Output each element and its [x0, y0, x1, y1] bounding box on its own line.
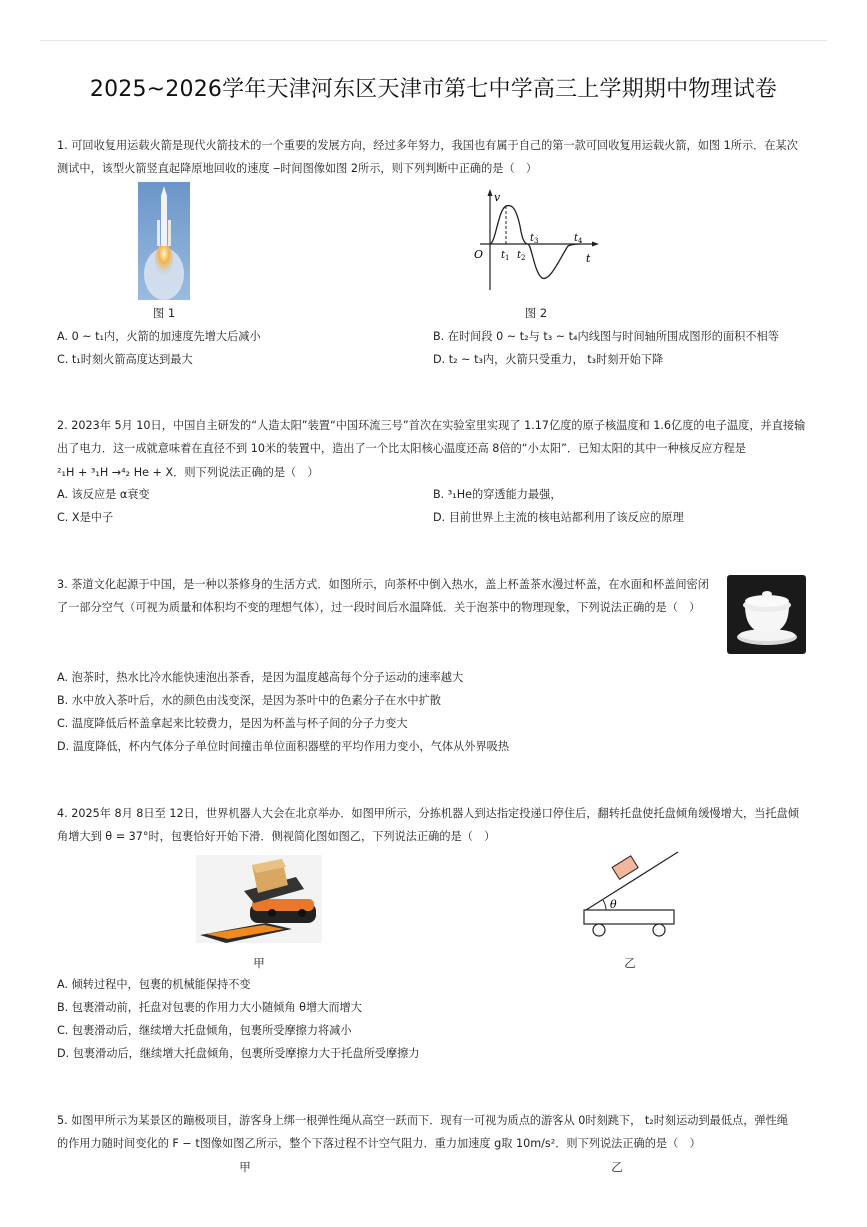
velocity-time-graph: [468, 186, 604, 296]
q5-text-line1: 5. 如图甲所示为某景区的蹦极项目，游客身上绑一根弹性绳从高空一跃而下．现有一可视为质点的游客从 0时刻跳下， t₂时刻运动到最低点，弹性绳: [57, 1114, 788, 1127]
q3-option-b[interactable]: B. 水中放入茶叶后，水的颜色由浅变深，是因为茶叶中的色素分子在水中扩散: [57, 694, 441, 707]
q4-option-d[interactable]: D. 包裹滑动后，继续增大托盘倾角，包裹所受摩擦力大于托盘所受摩擦力: [57, 1047, 420, 1060]
teacup-photo: [727, 575, 806, 654]
q5-fig-jia-caption: 甲: [239, 1160, 251, 1174]
q3-option-d[interactable]: D. 温度降低，杯内气体分子单位时间撞击单位面积器壁的平均作用力变小，气体从外界吸热: [57, 740, 510, 753]
q5-fig-yi-caption: 乙: [611, 1160, 623, 1174]
fig2-caption: 图 2: [524, 306, 548, 320]
q4-fig-jia-caption: 甲: [253, 956, 265, 970]
t4-label: $t_4$: [574, 233, 583, 245]
q2-text: 2. 2023年 5月 10日，中国自主研发的“人造太阳”装置“中国环流三号”首次在实验室里实现了 1.17亿度的原子核温度和 1.6亿度的电子温度，并直接输出了电力．这一成就意味着在直径不到 10米的装置中，造出了一个比太阳核心温度还高 8倍的“小太阳”．已知太阳的其中一种核反应方程是: [57, 419, 806, 455]
q4-option-b[interactable]: B. 包裹滑动前，托盘对包裹的作用力大小随倾角 θ增大而增大: [57, 1001, 362, 1014]
q1-option-d[interactable]: D. t₂ ~ t₃内，火箭只受重力， t₃时刻开始下降: [433, 353, 664, 366]
incline-diagram: [580, 850, 684, 940]
q2-option-b[interactable]: B. ³₁He的穿透能力最强，: [433, 488, 562, 501]
top-divider: [40, 40, 827, 41]
q3-text: 3. 茶道文化起源于中国，是一种以茶修身的生活方式．如图所示，向茶杯中倒入热水，盖上杯盖茶水漫过杯盖，在水面和杯盖间密闭了一部分空气（可视为质量和体积均不变的理想气体），过一段时间后水温降低．关于泡茶中的物理现象，下列说法正确的是（ ）: [57, 578, 709, 614]
rocket-photo: [138, 182, 190, 300]
q4-text: 4. 2025年 8月 8日至 12日，世界机器人大会在北京举办．如图甲所示，分拣机器人到达指定投递口停住后，翻转托盘使托盘倾角缓慢增大，当托盘倾角增大到 θ = 37°时，包裹恰好开始下滑．侧视简化图如图乙，下列说法正确的是（ ）: [57, 807, 799, 843]
axis-v-label: v: [494, 191, 501, 204]
q4-option-c[interactable]: C. 包裹滑动后，继续增大托盘倾角，包裹所受摩擦力将减小: [57, 1024, 352, 1037]
q1-option-a[interactable]: A. 0 ~ t₁内，火箭的加速度先增大后减小: [57, 330, 261, 343]
q4-fig-yi-caption: 乙: [624, 956, 636, 970]
axis-t-label: t: [586, 252, 591, 265]
q1-option-b[interactable]: B. 在时间段 0 ~ t₂与 t₃ ~ t₄内线图与时间轴所围成图形的面积不相等: [433, 330, 779, 343]
page-title: 2025~2026学年天津河东区天津市第七中学高三上学期期中物理试卷: [89, 77, 778, 102]
q4-option-a[interactable]: A. 倾转过程中，包裹的机械能保持不变: [57, 978, 251, 991]
q2-option-a[interactable]: A. 该反应是 α衰变: [57, 488, 150, 501]
sorting-robot-photo: [196, 855, 322, 943]
t1-label: $t_1$: [501, 250, 510, 262]
q2-equation: ²₁H + ³₁H →⁴₂ He + X．则下列说法正确的是（ ）: [57, 466, 319, 479]
t3-label: $t_3$: [530, 233, 539, 245]
q2-option-c[interactable]: C. X是中子: [57, 511, 114, 524]
q3-option-c[interactable]: C. 温度降低后杯盖拿起来比较费力，是因为杯盖与杯子间的分子力变大: [57, 717, 408, 730]
theta-label: θ: [610, 898, 617, 911]
q1-option-c[interactable]: C. t₁时刻火箭高度达到最大: [57, 353, 193, 366]
fig1-caption: 图 1: [152, 306, 176, 320]
q5-text-line2: 的作用力随时间变化的 F − t图像如图乙所示，整个下落过程不计空气阻力．重力加速度 g取 10m/s²．则下列说法正确的是（ ）: [57, 1137, 701, 1150]
t2-label: $t_2$: [517, 250, 526, 262]
origin-label: O: [474, 248, 484, 261]
q2-option-d[interactable]: D. 目前世界上主流的核电站都利用了该反应的原理: [433, 511, 684, 524]
q3-option-a[interactable]: A. 泡茶时，热水比冷水能快速泡出茶香，是因为温度越高每个分子运动的速率越大: [57, 671, 464, 684]
q1-text: 1. 可回收复用运载火箭是现代火箭技术的一个重要的发展方向，经过多年努力，我国也有属于自己的第一款可回收复用运载火箭，如图 1所示．在某次测试中，该型火箭竖直起降原地回收的速度 ‒时间图像如图 2所示，则下列判断中正确的是（ ）: [57, 139, 798, 175]
